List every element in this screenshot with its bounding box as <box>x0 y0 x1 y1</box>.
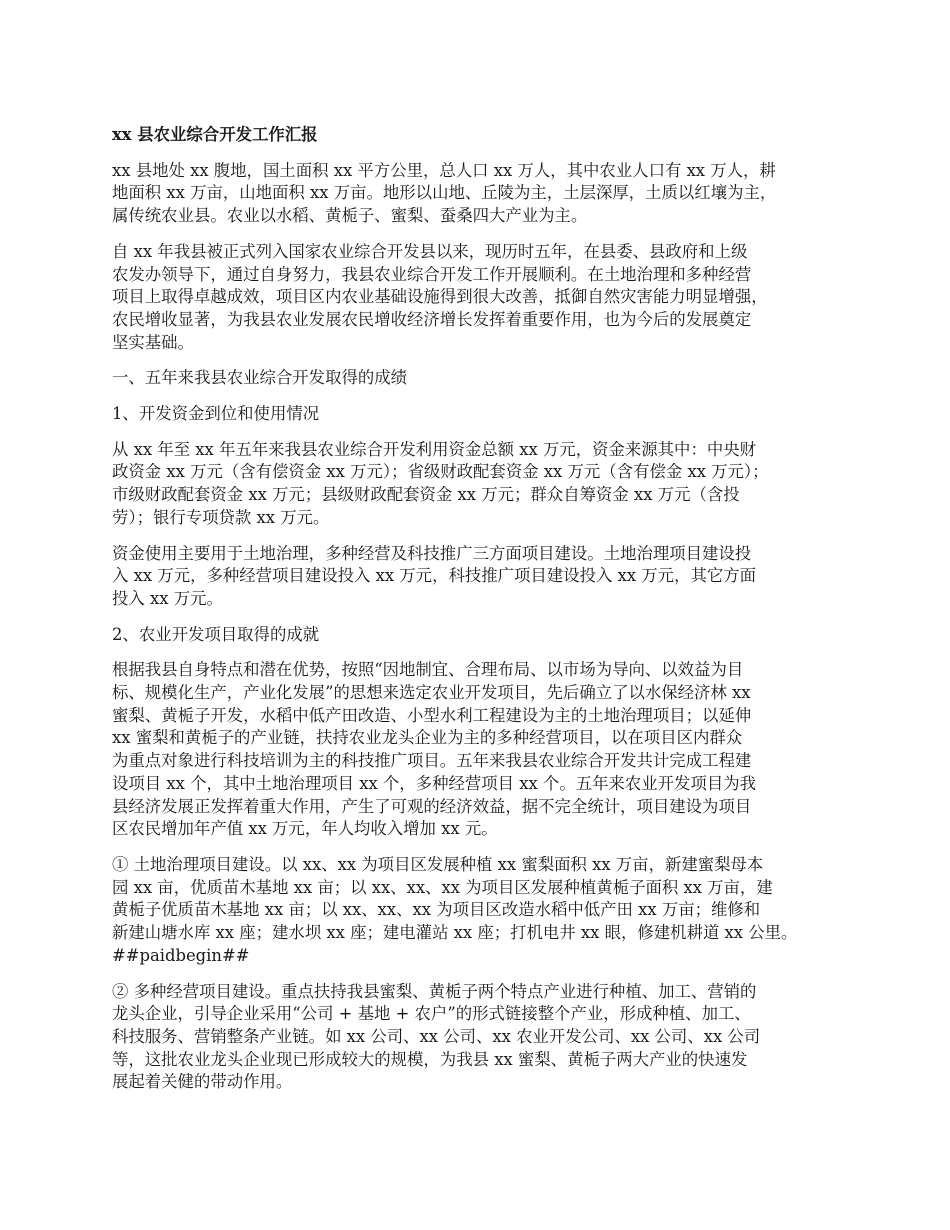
paragraph-line: 项目上取得卓越成效，项目区内农业基础设施得到很大改善，抵御自然灾害能力明显增强， <box>112 287 768 307</box>
document-page <box>112 124 858 1107</box>
paragraph-line: 新建山塘水库 xx 座；建水坝 xx 座；建电灌站 xx 座；打机电井 xx 眼，修建机耕道 xx 公里。 <box>112 923 798 943</box>
paragraph-line: ① 土地治理项目建设。以 xx、xx 为项目区发展种植 xx 蜜梨面积 xx 万亩，新建蜜梨母本 <box>112 854 764 874</box>
paragraph-line: 科技服务、营销整条产业链。如 xx 公司、xx 公司、xx 农业开发公司、xx 公司、xx 公司 <box>112 1026 761 1046</box>
paragraph-line: 县经济发展正发挥着重大作用，产生了可观的经济效益，据不完全统计，项目建设为项目 <box>112 796 752 816</box>
paragraph-line: 属传统农业县。农业以水稻、黄栀子、蜜梨、蚕桑四大产业为主。 <box>112 206 588 226</box>
document-title: xx 县农业综合开发工作汇报 <box>112 125 318 144</box>
paragraph-line: 等，这批农业龙头企业现已形成较大的规模，为我县 xx 蜜梨、黄栀子两大产业的快速发 <box>112 1049 748 1069</box>
paragraph-line: 自 xx 年我县被正式列入国家农业综合开发县以来，现历时五年，在县委、县政府和上级 <box>112 241 748 261</box>
paragraph <box>112 160 858 228</box>
paragraph-line: xx 县地处 xx 腹地，国土面积 xx 平方公里，总人口 xx 万人，其中农业人口有 xx 万人，耕 <box>112 160 776 180</box>
paragraph-line: ##paidbegin## <box>112 945 250 965</box>
paragraph <box>112 439 858 530</box>
paragraph <box>112 854 858 968</box>
paragraph-line: 1、开发资金到位和使用情况 <box>112 404 320 424</box>
paragraph-line: 黄栀子优质苗木基地 xx 亩；以 xx、xx、xx 为项目区改造水稻中低产田 xx 万亩；维修和 <box>112 900 761 920</box>
paragraph <box>112 624 858 647</box>
document-body <box>112 160 858 1094</box>
paragraph <box>112 367 858 390</box>
paragraph-line: 坚实基础。 <box>112 332 194 352</box>
paragraph-line: 农民增收显著，为我县农业发展农民增收经济增长发挥着重要作用，也为今后的发展奠定 <box>112 309 752 329</box>
paragraph-line: 投入 xx 万元。 <box>112 588 223 608</box>
paragraph-line: ② 多种经营项目建设。重点扶持我县蜜梨、黄栀子两个特点产业进行种植、加工、营销的 <box>112 981 757 1001</box>
paragraph-line: 园 xx 亩，优质苗木基地 xx 亩；以 xx、xx、xx 为项目区发展种植黄栀子面积 xx 万亩，建 <box>112 877 773 897</box>
paragraph-line: 地面积 xx 万亩，山地面积 xx 万亩。地形以山地、丘陵为主，土层深厚，土质以红壤为主， <box>112 183 777 203</box>
paragraph-line: 标、规模化生产，产业化发展”的思想来选定农业开发项目，先后确立了以水保经济林 xx <box>112 683 751 703</box>
paragraph <box>112 543 858 611</box>
paragraph-line: 蜜梨、黄栀子开发，水稻中低产田改造、小型水利工程建设为主的土地治理项目；以延伸 <box>112 705 752 725</box>
paragraph-line: xx 蜜梨和黄栀子的产业链，扶持农业龙头企业为主的多种经营项目，以在项目区内群众 <box>112 728 743 748</box>
paragraph-line: 资金使用主要用于土地治理，多种经营及科技推广三方面项目建设。土地治理项目建设投 <box>112 543 752 563</box>
paragraph-line: 展起着关健的带动作用。 <box>112 1072 293 1092</box>
paragraph-line: 市级财政配套资金 xx 万元；县级财政配套资金 xx 万元；群众自筹资金 xx 万元（含投 <box>112 485 740 505</box>
paragraph <box>112 981 858 1095</box>
paragraph <box>112 403 858 426</box>
paragraph-line: 为重点对象进行科技培训为主的科技推广项目。五年来我县农业综合开发共计完成工程建 <box>112 751 752 771</box>
paragraph-line: 政资金 xx 万元（含有偿资金 xx 万元）；省级财政配套资金 xx 万元（含有偿金 xx 万元）； <box>112 462 769 482</box>
paragraph-line: 从 xx 年至 xx 年五年来我县农业综合开发利用资金总额 xx 万元，资金来源其中：中央财 <box>112 439 757 459</box>
paragraph-line: 设项目 xx 个，其中土地治理项目 xx 个，多种经营项目 xx 个。五年来农业开发项目为我 <box>112 773 757 793</box>
paragraph-line: 根据我县自身特点和潜在优势，按照“因地制宜、合理布局、以市场为导向、以效益为目 <box>112 660 744 680</box>
paragraph <box>112 241 858 355</box>
paragraph <box>112 659 858 841</box>
paragraph-line: 一、五年来我县农业综合开发取得的成绩 <box>112 368 408 388</box>
paragraph-line: 区农民增加年产值 xx 万元，年人均收入增加 xx 元。 <box>112 819 498 839</box>
paragraph-line: 龙头企业，引导企业采用“公司 + 基地 + 农户”的形式链接整个产业，形成种植、加工、 <box>112 1004 751 1024</box>
paragraph-line: 农发办领导下，通过自身努力，我县农业综合开发工作开展顺利。在土地治理和多种经营 <box>112 264 752 284</box>
paragraph-line: 2、农业开发项目取得的成就 <box>112 624 320 644</box>
paragraph-line: 劳）；银行专项贷款 xx 万元。 <box>112 507 330 527</box>
paragraph-line: 入 xx 万元，多种经营项目建设投入 xx 万元，科技推广项目建设投入 xx 万元，其它方面 <box>112 566 757 586</box>
